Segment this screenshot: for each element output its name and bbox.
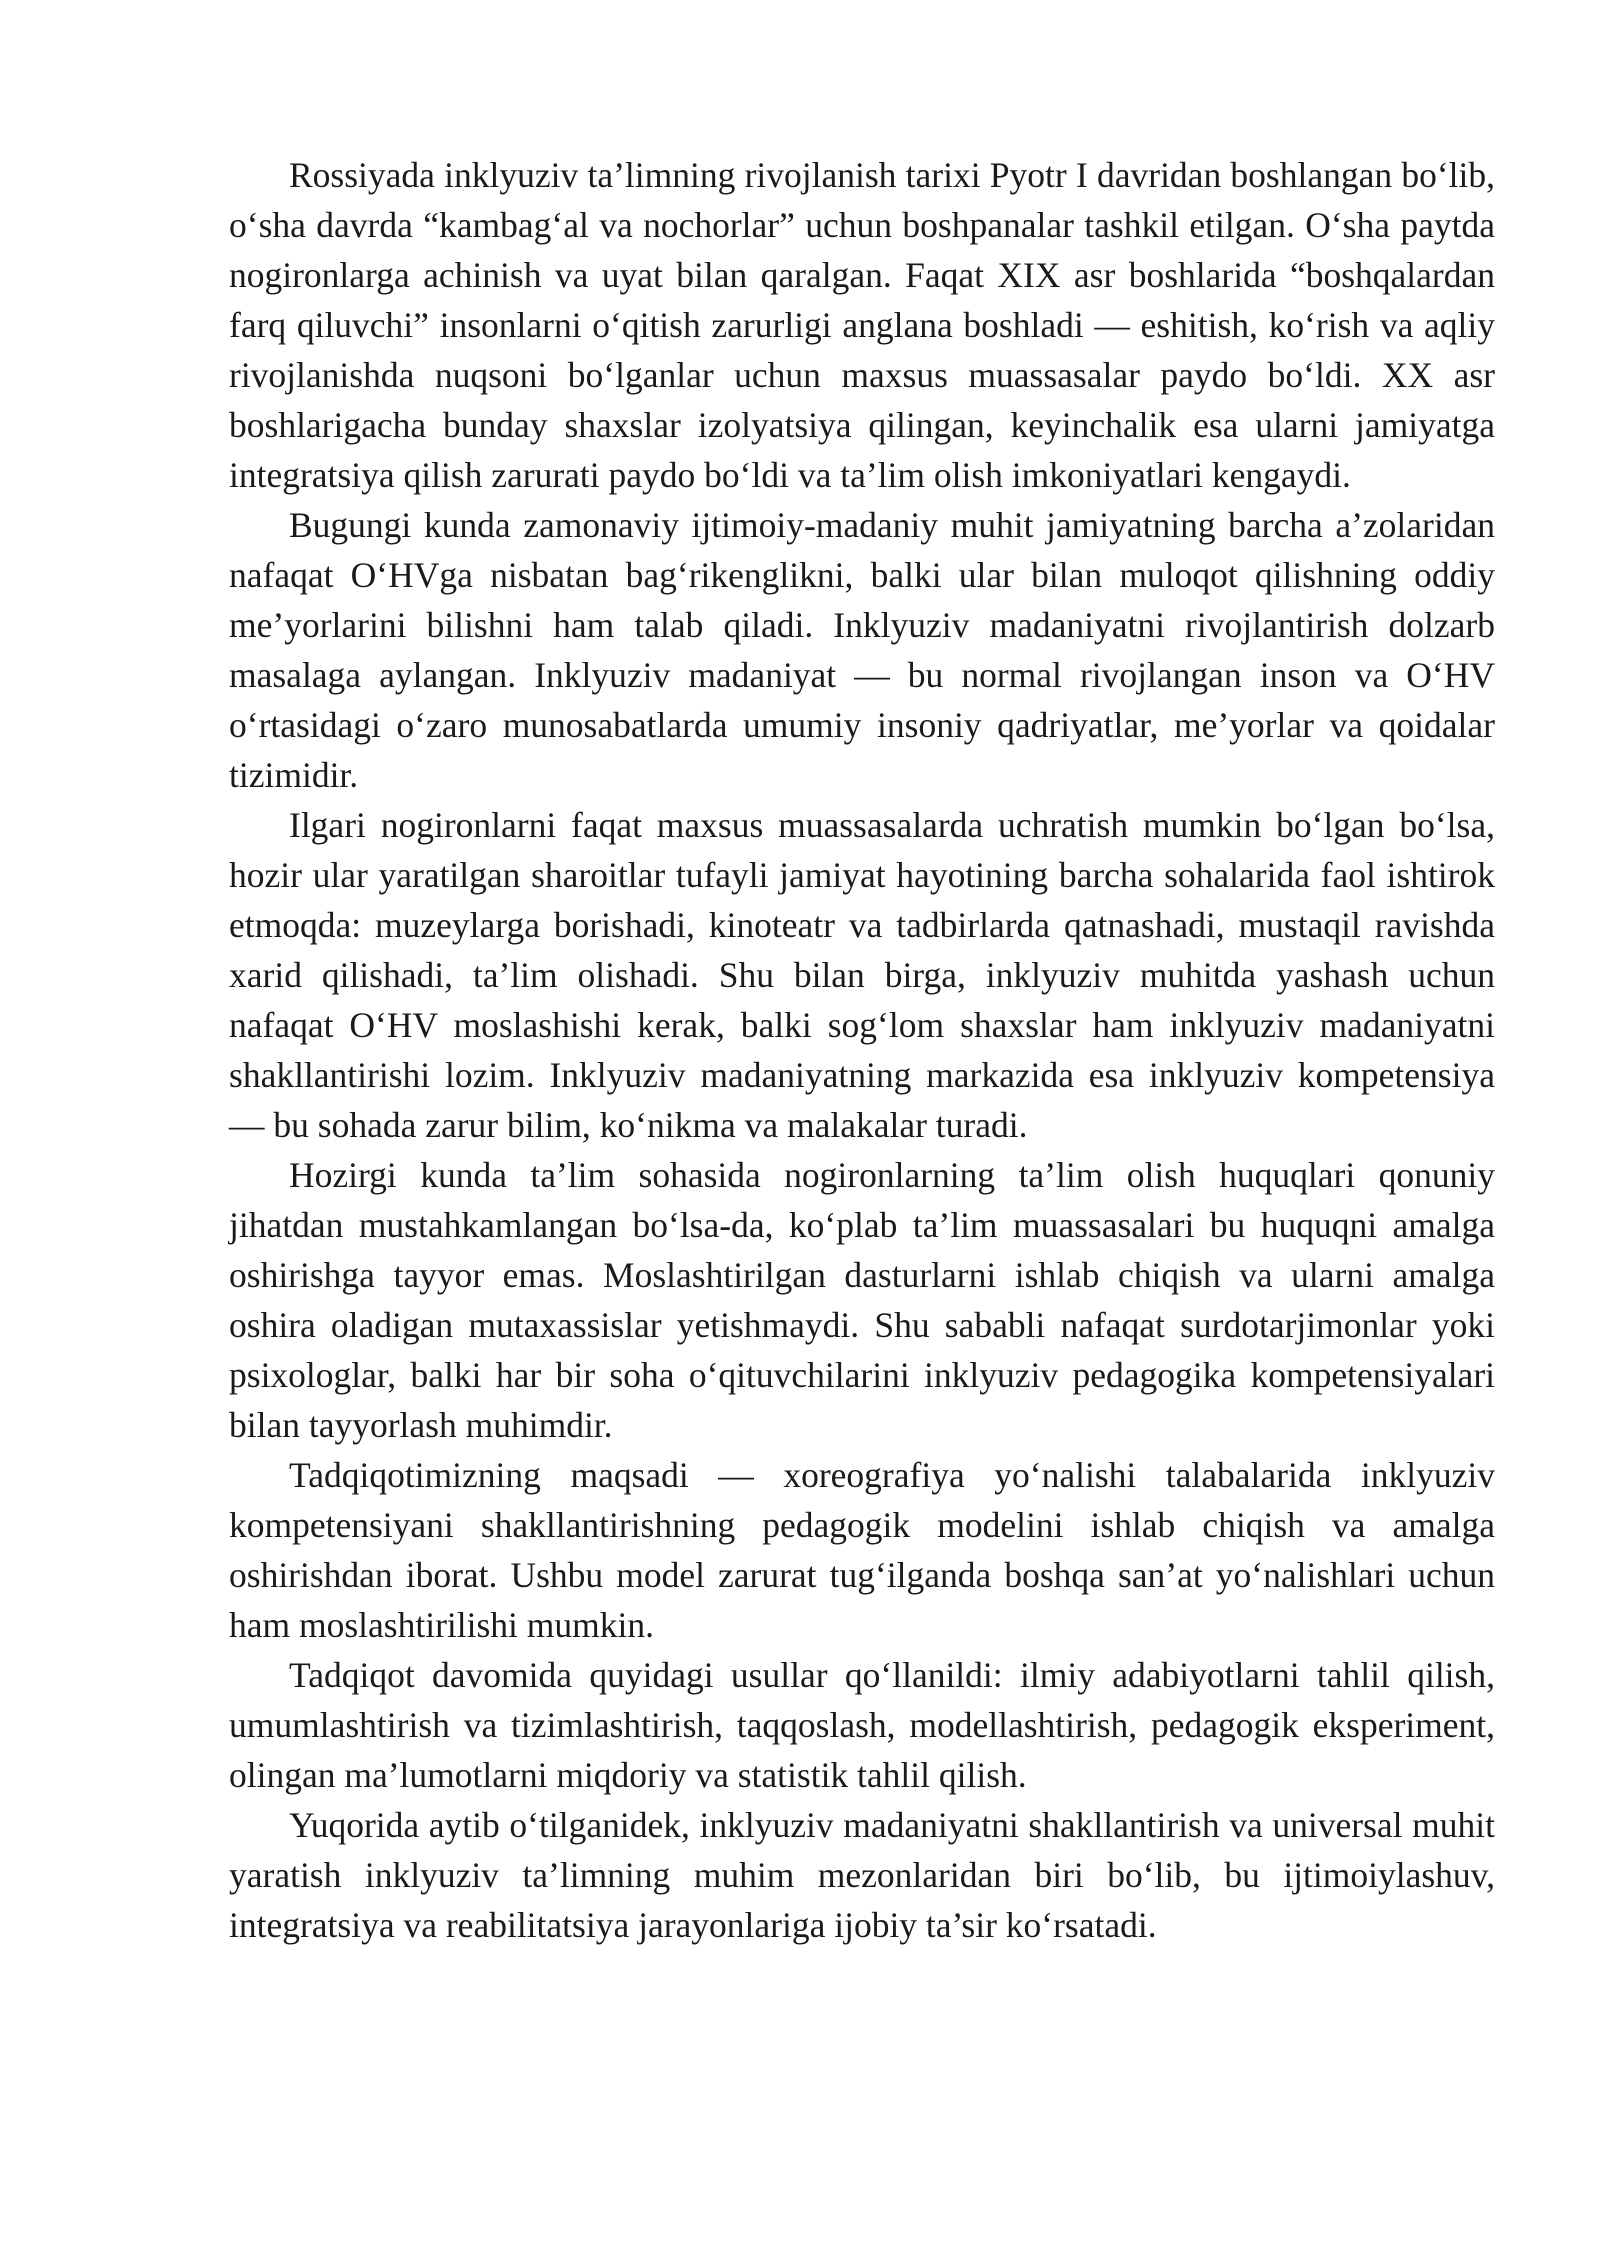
document-page [229,150,1495,1950]
paragraph-research-methods: Tadqiqot davomida quyidagi usullar qo‘llanildi: ilmiy adabiyotlarni tahlil qilish, umumlashtirish va tizimlashtirish, taqqoslash, modellashtirish, pedagogik eksperiment, olingan ma’lumotlarni miqdoriy va statistik tahlil qilish. [229,1655,1495,1795]
paragraph-education-rights: Hozirgi kunda ta’lim sohasida nogironlarning ta’lim olish huquqlari qonuniy jihatdan mustahkamlangan bo‘lsa-da, ko‘plab ta’lim muassasalari bu huquqni amalga oshirishga tayyor emas. Moslashtirilgan dasturlarni ishlab chiqish va ularni amalga oshira oladigan mutaxassislar yetishmaydi. Shu sababli nafaqat surdotarjimonlar yoki psixologlar, balki har bir soha o‘qituvchilarini inklyuziv pedagogika kompetensiyalari bilan tayyorlash muhimdir. [229,1155,1495,1445]
paragraph-society-participation: Ilgari nogironlarni faqat maxsus muassasalarda uchratish mumkin bo‘lgan bo‘lsa, hozir ular yaratilgan sharoitlar tufayli jamiyat hayotining barcha sohalarida faol ishtirok etmoqda: muzeylarga borishadi, kinoteatr va tadbirlarda qatnashadi, mustaqil ravishda xarid qilishadi, ta’lim olishadi. Shu bilan birga, inklyuziv muhitda yashash uchun nafaqat O‘HV moslashishi kerak, balki sog‘lom shaxslar ham inklyuziv madaniyatni shakllantirishi lozim. Inklyuziv madaniyatning markazida esa inklyuziv kompetensiya — bu sohada zarur bilim, ko‘nikma va malakalar turadi. [229,805,1495,1145]
paragraph-inclusive-culture: Bugungi kunda zamonaviy ijtimoiy-madaniy muhit jamiyatning barcha a’zolaridan nafaqat O‘HVga nisbatan bag‘rikenglikni, balki ular bilan muloqot qilishning oddiy me’yorlarini bilishni ham talab qiladi. Inklyuziv madaniyatni rivojlantirish dolzarb masalaga aylangan. Inklyuziv madaniyat — bu normal rivojlangan inson va O‘HV o‘rtasidagi o‘zaro munosabatlarda umumiy insoniy qadriyatlar, me’yorlar va qoidalar tizimidir. [229,505,1495,795]
paragraph-history: Rossiyada inklyuziv ta’limning rivojlanish tarixi Pyotr I davridan boshlangan bo‘lib, o‘sha davrda “kambag‘al va nochorlar” uchun boshpanalar tashkil etilgan. O‘sha paytda nogironlarga achinish va uyat bilan qaralgan. Faqat XIX asr boshlarida “boshqalardan farq qiluvchi” insonlarni o‘qitish zarurligi anglana boshladi — eshitish, ko‘rish va aqliy rivojlanishda nuqsoni bo‘lganlar uchun maxsus muassasalar paydo bo‘ldi. XX asr boshlarigacha bunday shaxslar izolyatsiya qilingan, keyinchalik esa ularni jamiyatga integratsiya qilish zarurati paydo bo‘ldi va ta’lim olish imkoniyatlari kengaydi. [229,155,1495,495]
paragraph-conclusion: Yuqorida aytib o‘tilganidek, inklyuziv madaniyatni shakllantirish va universal muhit yaratish inklyuziv ta’limning muhim mezonlaridan biri bo‘lib, bu ijtimoiylashuv, integratsiya va reabilitatsiya jarayonlariga ijobiy ta’sir ko‘rsatadi. [229,1805,1495,1945]
paragraph-research-goal: Tadqiqotimizning maqsadi — xoreografiya yo‘nalishi talabalarida inklyuziv kompetensiyani shakllantirishning pedagogik modelini ishlab chiqish va amalga oshirishdan iborat. Ushbu model zarurat tug‘ilganda boshqa san’at yo‘nalishlari uchun ham moslashtirilishi mumkin. [229,1455,1495,1645]
